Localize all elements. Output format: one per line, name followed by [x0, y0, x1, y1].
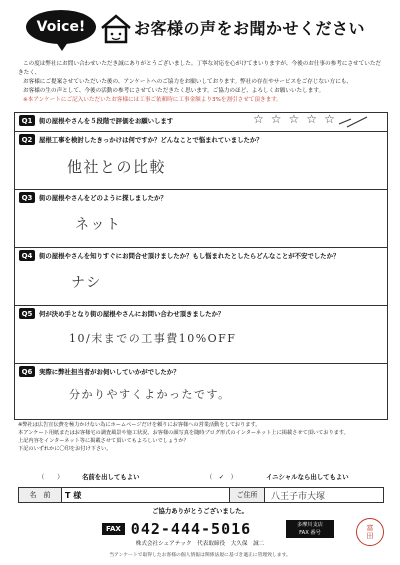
question-number: Q4	[19, 250, 35, 261]
answer-handwritten: ナシ	[71, 275, 102, 291]
note-line: 本アンケート用紙またはお客様宅の調査風景や施工状況、お客様の顔写真を随時ブログ形式のインターネット上に掲載させて頂いております。	[18, 430, 349, 436]
fax-badge: FAX	[102, 523, 125, 535]
voice-badge: Voice!	[26, 10, 96, 44]
question-3	[15, 189, 387, 248]
star-icon: ☆	[253, 112, 264, 126]
intro-text	[18, 60, 382, 105]
name-value: T 様	[65, 490, 82, 500]
answer-handwritten: ネット	[75, 217, 122, 233]
thanks-text: ご協力ありがとうございました。	[152, 507, 248, 515]
answer-handwritten: 分かりやすくよかったです。	[69, 388, 231, 401]
publication-options	[18, 472, 382, 484]
house-icon	[100, 14, 132, 44]
branch-badge	[286, 520, 334, 538]
customer-info	[18, 487, 384, 503]
branch-name: 多摩川支店	[297, 522, 323, 528]
star-icon: ☆	[288, 112, 300, 126]
name-ok-checkbox[interactable]: （ ）	[38, 473, 64, 481]
star-icon: ☆	[324, 112, 335, 126]
question-text: 街の屋根やさんを知りすぐにお問合せ頂けましたか？もし悩まれたとしたらどんなことが不安でしたか？	[39, 252, 340, 260]
rating-stars	[253, 112, 335, 126]
address-label: ご住所	[229, 488, 265, 502]
questionnaire	[14, 112, 388, 420]
fax-number: 042-444-5016	[130, 519, 252, 538]
question-number: Q2	[19, 134, 35, 145]
question-6	[15, 363, 387, 420]
intro-line: この度は弊社にお問い合わせいただき誠にありがとうございました。丁寧な対応を心がけてまいりますが、今後のお仕事の参考にさせていただきたく、	[18, 61, 382, 76]
initial-ok-checkbox[interactable]: （ ✓ ）	[206, 473, 237, 481]
name-ok-label: 名前を出してもよい	[82, 473, 140, 481]
page-title: お客様の声をお聞かせください	[134, 19, 366, 38]
intro-line: お客様の生の声として、今後の活動の参考にさせていただきたく思います。ご協力のほど、よろしくお願いいたします。	[23, 88, 325, 94]
star-icon: ☆	[270, 112, 282, 126]
fax-block	[102, 520, 251, 537]
note-line: 上記内容をインターネット等に掲載させて頂いてもよろしいでしょうか？	[18, 438, 189, 444]
branch-fax-label: FAX 番号	[299, 530, 321, 536]
rating-checkmark	[337, 115, 377, 129]
question-text: 実際に弊社担当者がお伺いしていかがでしたか？	[39, 368, 180, 376]
answer-handwritten: 10/末までの工事費10%OFF	[69, 332, 237, 345]
question-number: Q1	[19, 115, 35, 126]
company-name: 株式会社シェアテック 代表取締役 大久保 誠二	[135, 541, 265, 547]
question-2	[15, 131, 387, 190]
hanko-seal: 富 田	[356, 518, 384, 546]
discount-note: ※本アンケートにご記入いただいたお客様には工事ご依頼時に工事金額より3%を割引させて頂きます。	[23, 97, 282, 103]
header	[26, 10, 386, 62]
question-number: Q3	[19, 192, 35, 203]
question-4	[15, 247, 387, 306]
star-icon: ☆	[306, 112, 318, 126]
intro-line: お客様にご提案させていただいた後の、アンケートへのご協力をお願いしております。弊社の存在やサービスをご存じない方にも、	[23, 79, 353, 85]
question-number: Q6	[19, 366, 35, 377]
question-text: 街の屋根やさんをどのように探しましたか？	[39, 194, 167, 202]
note-line: 下記のいずれかに〇印をお付け下さい。	[18, 446, 112, 452]
address-value: 八王子市大塚	[271, 491, 326, 502]
answer-handwritten: 他社との比較	[67, 158, 167, 176]
privacy-note: 当アンケートで取得したお客様の個人情報は関係法規に基づき適正に管理致します。	[109, 553, 291, 558]
publication-note	[18, 421, 382, 453]
name-label: 名 前	[19, 488, 62, 502]
question-1	[15, 113, 387, 131]
note-line: ※弊社は広告宣伝費を極力かけない為にホームページだけを頼りにお客様への営業活動をしております。	[18, 422, 261, 428]
question-number: Q5	[19, 308, 35, 319]
question-text: 何が決め手となり街の屋根やさんにお問い合わせ頂きましたか？	[39, 310, 225, 318]
question-text: 屋根工事を検討したきっかけは何ですか？どんなことで悩まれていましたか？	[39, 136, 263, 144]
question-text: 街の屋根やさんを５段階で評価をお願いします	[39, 117, 174, 125]
initial-ok-label: イニシャルなら出してもよい	[266, 473, 349, 481]
question-5	[15, 305, 387, 364]
